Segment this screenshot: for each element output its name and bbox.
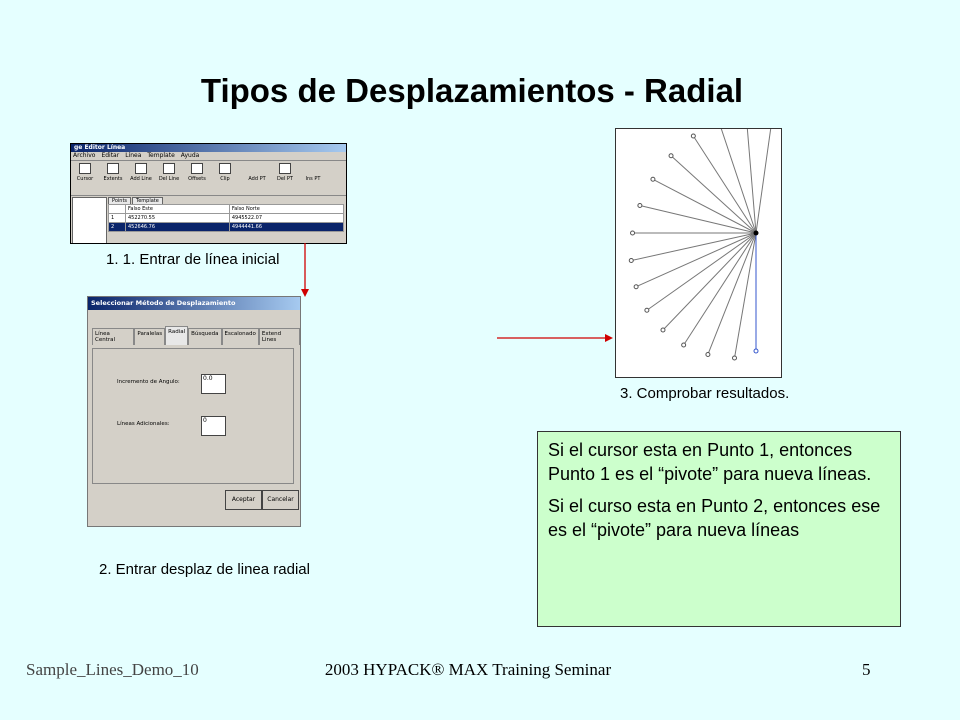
cursor-button[interactable]: Cursor xyxy=(72,163,98,193)
right-arrow-head xyxy=(605,334,613,342)
ins-pt-button[interactable]: Ins PT xyxy=(305,176,321,182)
footer-seminar: 2003 HYPACK® MAX Training Seminar xyxy=(324,660,612,679)
dialog-tabs xyxy=(92,328,300,345)
radial-endpoint xyxy=(651,177,655,181)
radial-lines-result xyxy=(615,128,782,378)
additional-lines-label: Líneas Adicionales: xyxy=(117,421,170,427)
tab-linea-central[interactable]: Línea Central xyxy=(92,328,134,345)
cancel-button[interactable]: Cancelar xyxy=(262,490,299,510)
menu-template[interactable]: Template xyxy=(147,152,175,159)
note-paragraph-1: Si el cursor esta en Punto 1, entonces Punto 1 es el “pivote” para nueva líneas. xyxy=(548,440,872,484)
radial-line xyxy=(756,129,774,233)
del-pt-button[interactable]: Del PT xyxy=(272,163,298,193)
column-header: Falso Norte xyxy=(229,205,343,214)
slide-number: 5 xyxy=(862,660,871,679)
tab-points[interactable]: Points xyxy=(108,197,131,204)
radial-endpoint xyxy=(661,328,665,332)
table-cell[interactable]: 452646.76 xyxy=(126,223,230,232)
radial-endpoint xyxy=(706,352,710,356)
radial-endpoint xyxy=(634,285,638,289)
angle-increment-field[interactable]: 0.0 xyxy=(201,374,226,394)
clip-button[interactable]: Clip xyxy=(212,163,238,193)
radial-endpoint xyxy=(691,134,695,138)
pivot-point-marker xyxy=(754,231,759,236)
tab-radial[interactable]: Radial xyxy=(165,326,188,345)
radial-endpoint xyxy=(629,259,633,263)
table-cell[interactable]: 4944441.66 xyxy=(229,223,343,232)
table-cell[interactable]: 4945522.07 xyxy=(229,214,343,223)
extents-button[interactable]: Extents xyxy=(100,163,126,193)
radial-line xyxy=(684,233,756,345)
del-line-button[interactable]: Del Line xyxy=(156,163,182,193)
offsets-button[interactable]: Offsets xyxy=(184,163,210,193)
point-2-marker xyxy=(754,349,758,353)
radial-endpoint xyxy=(645,308,649,312)
pivot-note-box xyxy=(537,431,901,627)
slide-title: Tipos de Desplazamientos - Radial xyxy=(200,72,744,109)
note-paragraph-2: Si el curso esta en Punto 2, entonces ese es el “pivote” para nueva líneas xyxy=(548,496,881,540)
tab-paralelas[interactable]: Paralelas xyxy=(134,328,165,345)
angle-increment-label: Incremento de Angulo: xyxy=(117,379,180,385)
editor-titlebar: ge Editor Línea xyxy=(71,144,346,152)
menu-ayuda[interactable]: Ayuda xyxy=(180,152,200,159)
tab-escalonado[interactable]: Escalonado xyxy=(222,328,259,345)
step2-caption: 2. Entrar desplaz de linea radial xyxy=(99,561,310,578)
displacement-method-dialog xyxy=(87,296,301,527)
add-pt-button[interactable]: Add PT xyxy=(248,176,266,182)
menu-editar[interactable]: Editar xyxy=(101,152,120,159)
column-header: Falso Este xyxy=(126,205,230,214)
down-arrow-head xyxy=(301,289,309,297)
radial-endpoint xyxy=(631,231,635,235)
radial-endpoint xyxy=(669,154,673,158)
step3-caption: 3. Comprobar resultados. xyxy=(620,385,790,402)
table-cell[interactable]: 452270.55 xyxy=(126,214,230,223)
table-cell: 2 xyxy=(109,223,126,232)
additional-lines-field[interactable]: 0 xyxy=(201,416,226,436)
menu-archivo[interactable]: Archivo xyxy=(73,152,96,159)
radial-lines-drawing xyxy=(616,129,781,377)
radial-panel xyxy=(92,348,294,484)
radial-line xyxy=(640,205,756,233)
radial-endpoint xyxy=(682,343,686,347)
radial-endpoint xyxy=(733,356,737,360)
dialog-titlebar: Seleccionar Método de Desplazamiento xyxy=(88,297,300,310)
accept-button[interactable]: Aceptar xyxy=(225,490,262,510)
menu-linea[interactable]: Línea xyxy=(125,152,142,159)
step1-caption: 1. 1. Entrar de línea inicial xyxy=(106,251,280,268)
table-cell: 1 xyxy=(109,214,126,223)
radial-endpoint xyxy=(638,203,642,207)
tab-extend-lines[interactable]: Extend Lines xyxy=(259,328,300,345)
footer-file-name: Sample_Lines_Demo_10 xyxy=(26,660,199,679)
tab-busqueda[interactable]: Búsqueda xyxy=(188,328,221,345)
tab-template[interactable]: Template xyxy=(132,197,163,204)
radial-line xyxy=(719,129,756,233)
add-line-button[interactable]: Add Line xyxy=(128,163,154,193)
